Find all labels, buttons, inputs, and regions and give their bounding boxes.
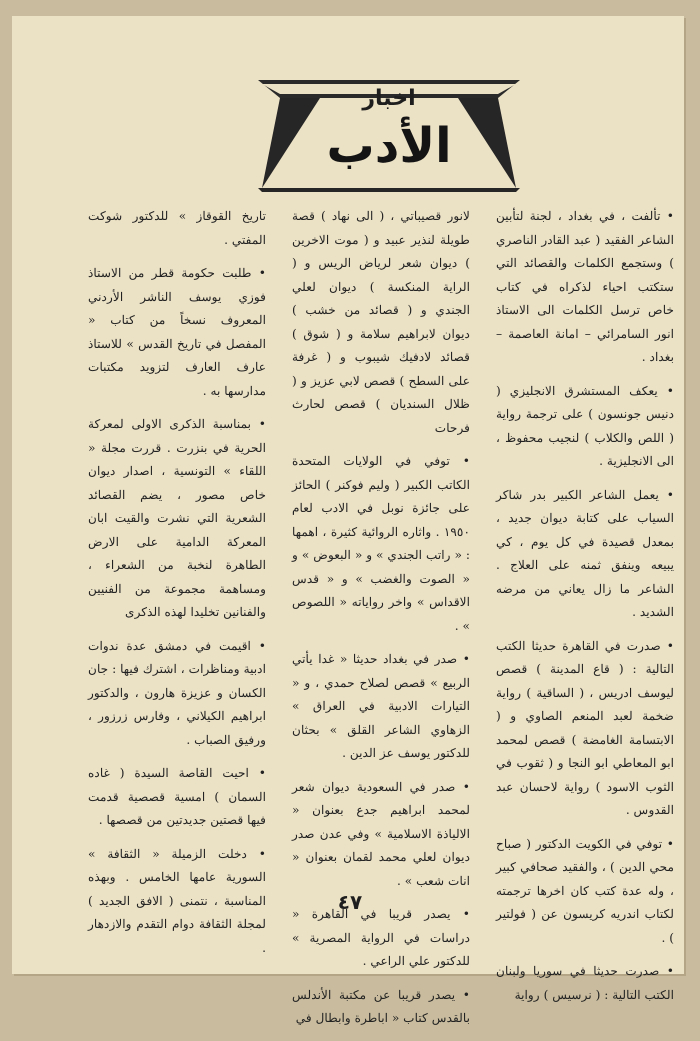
text-column-left — [88, 205, 266, 970]
news-item: • توفي في الكويت الدكتور ( صباح محي الدين ) ، والفقيد صحافي كبير ، وله عدة كتب كان اخرها ترجمته لكتاب اندريه كريسون عن ( فولتير ) . — [496, 836, 674, 945]
news-item: • صدرت في القاهرة حديثا الكتب التالية : ( قاع المدينة ) قصص ليوسف ادريس ، ( الساقية ) رواية ضخمة لعبد المنعم الصاوي و ( الابتسامة الغامضة ) قصص لمحمد ابو المعاطي ابو النجا و ( ثقوب في الثوب الاسود ) رواية لاحسان عبد القدوس . — [496, 638, 674, 817]
news-item: • بمناسبة الذكرى الاولى لمعركة الحرية في بنزرت . قررت مجلة « اللقاء » التونسية ، اصدار ديوان خاص مصور ، يضم القصائد الشعرية التي نشرت والقيت ابان المعركة الدامية على الارض الطاهرة لنخبة من الشعراء ، ومساهمة مجموعة من الفنيين والفنانين تخليدا لهذه الذكرى — [88, 417, 266, 619]
news-item: تاريخ القوقاز » للدكتور شوكت المفتي . — [88, 209, 266, 247]
news-item: • توفي في الولايات المتحدة الكاتب الكبير ( وليم فوكنر ) الحائز على جائزة نوبل في الادب لعام ١٩٥٠ . واثاره الروائية كثيرة ، اهمها : « راتب الجندي » و « البعوض » و « الصوت والغضب » و « قدس الاقداس » واخر رواياته « اللصوص » . — [292, 454, 470, 633]
section-header — [258, 80, 520, 192]
news-item: • صدرت حديثا في سوريا ولبنان الكتب التالية : ( نرسيس ) رواية — [496, 964, 674, 1002]
text-column-middle — [292, 205, 470, 1041]
news-item: • يصدر قريبا في القاهرة « دراسات في الرواية المصرية » للدكتور علي الراعي . — [292, 907, 470, 968]
news-item: • طلبت حكومة قطر من الاستاذ فوزي يوسف الناشر الأردني المعروف نسخاً من كتاب « المفصل في تاريخ القدس » للاستاذ عارف العارف لتزويد مكتبات مدارسها به . — [88, 266, 266, 398]
news-item: • صدر في بغداد حديثا « غدا يأتي الربيع » قصص لصلاح حمدي ، و « التيارات الادبية في العراق » الزهاوي الشاعر القلق » بحثان للدكتور يوسف عز الدين . — [292, 652, 470, 760]
news-item: لانور قصيباتي ، ( الى نهاد ) قصة طويلة لنذير عبيد و ( موت الاخرين ) ديوان شعر لرياض الريس و ( الراية المنكسة ) ديوان لعلي الجندي و ( قصائد من خشب ) ديوان لابراهيم سلامة و ( شوق ) قصائد لادفيك شيبوب و ( غرفة على السطح ) قصص لابي عزيز و ( ظلال السنديان ) قصص لحارث فرحات — [292, 209, 470, 435]
header-title-small: اخبار — [362, 86, 416, 111]
news-item: • صدر في السعودية ديوان شعر لمحمد ابراهيم جدع بعنوان « الالياذة الاسلامية » وفي عدن صدر ديوان لعلي محمد لقمان بعنوان « انات شعب » . — [292, 779, 470, 888]
news-item: • يصدر قريبا عن مكتبة الأندلس بالقدس كتاب « اباطرة وابطال في — [292, 987, 470, 1025]
news-item: • يعمل الشاعر الكبير بدر شاكر السياب على كتابة ديوان جديد ، بمعدل قصيدة في كل يوم ، كي يبيعه وينفق ثمنه على العلاج . الشاعر ما زال يعاني من مرضه الشديد . — [496, 487, 674, 619]
news-item: • دخلت الزميلة « الثقافة » السورية عامها الخامس . وبهذه المناسبة ، نتمنى ( الافق الجديد ) لمجلة الثقافة دوام التقدم والازدهار . — [88, 846, 266, 955]
page-number: ٤٧ — [337, 890, 363, 914]
header-title-large: الأدب — [326, 118, 452, 174]
news-item: • اقيمت في دمشق عدة ندوات ادبية ومناظرات ، اشترك فيها : جان الكسان و عزيزة هارون ، والدكتور ابراهيم الكيلاني ، وفارس زرزور ، ورفيق الصباب . — [88, 638, 266, 747]
news-item: • يعكف المستشرق الانجليزي ( دنيس جونسون ) على ترجمة رواية ( اللص والكلاب ) لنجيب محفوظ ، الى الانجليزية . — [496, 383, 674, 468]
news-item: • احيت القاصة السيدة ( غاده السمان ) امسية قصصية قدمت فيها قصتين جديدتين من قصصها . — [88, 766, 266, 827]
news-item: • تألفت ، في بغداد ، لجنة لتأبين الشاعر الفقيد ( عبد القادر الناصري ) وستجمع الكلمات والقصائد التي ستكتب احياء لذكراه في كتاب خاص ترسل الكلمات الى الاستاذ انور السامرائي – امانة العاصمة – بغداد . — [496, 209, 674, 364]
